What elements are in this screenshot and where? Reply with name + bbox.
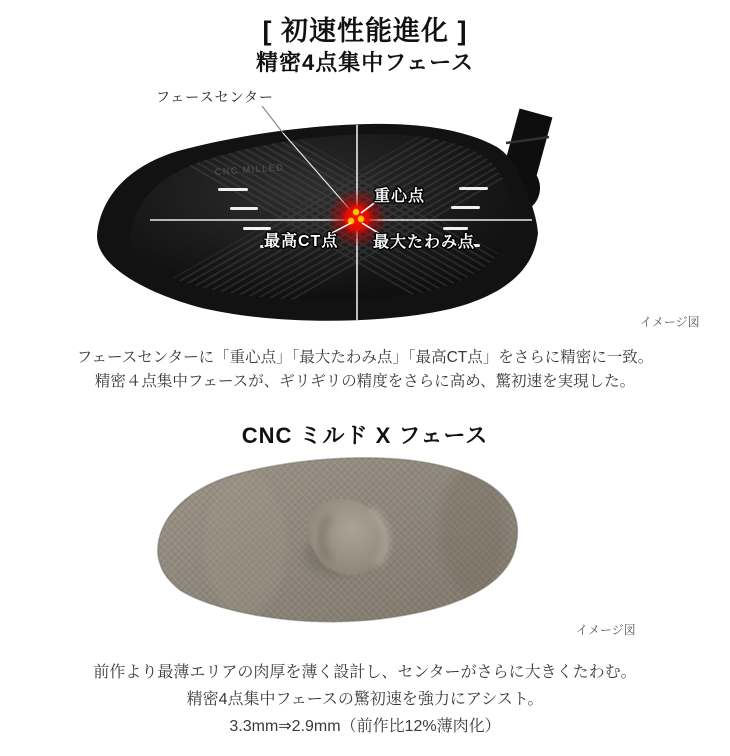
face-plate-shape (150, 450, 530, 650)
gravity-point-label: 重心点 (374, 188, 426, 205)
paragraph2-line3: 3.3mm⇒2.9mm（前作比12%薄肉化） (229, 718, 501, 735)
driver-face-illustration (0, 85, 730, 340)
body-paragraph-1 (0, 346, 730, 394)
cnc-milled-stamp: CNC MILLED (214, 162, 285, 177)
face-center-label: フェースセンター (156, 89, 275, 105)
paragraph2-line2: 精密4点集中フェースの驚初速を強力にアシスト。 (186, 691, 544, 708)
paragraph1-line2: 精密４点集中フェースが、ギリギリの精度をさらに高め、驚初速を実現した。 (94, 373, 636, 390)
image-note-1: イメージ図 (640, 315, 700, 329)
max-deflection-point-label: 最大たわみ点 (373, 234, 476, 251)
max-ct-point-label: 最高CT点 (264, 233, 339, 250)
paragraph2-line1: 前作より最薄エリアの肉厚を薄く設計し、センターがさらに大きくたわむ。 (93, 664, 637, 681)
page-title: [ 初速性能進化 ] (262, 16, 468, 46)
section2-heading: CNC ミルド X フェース (241, 423, 489, 448)
face-plate-illustration (0, 450, 730, 650)
image-note-2: イメージ図 (576, 623, 636, 637)
body-paragraph-2 (0, 659, 730, 740)
paragraph1-line1: フェースセンターに「重心点」「最大たわみ点」「最高CT点」をさらに精密に一致。 (76, 349, 654, 366)
driver-face-figure (0, 85, 730, 340)
section1-subtitle: 精密4点集中フェース (255, 50, 475, 75)
face-plate-figure (0, 450, 730, 650)
center-bump (304, 499, 388, 577)
